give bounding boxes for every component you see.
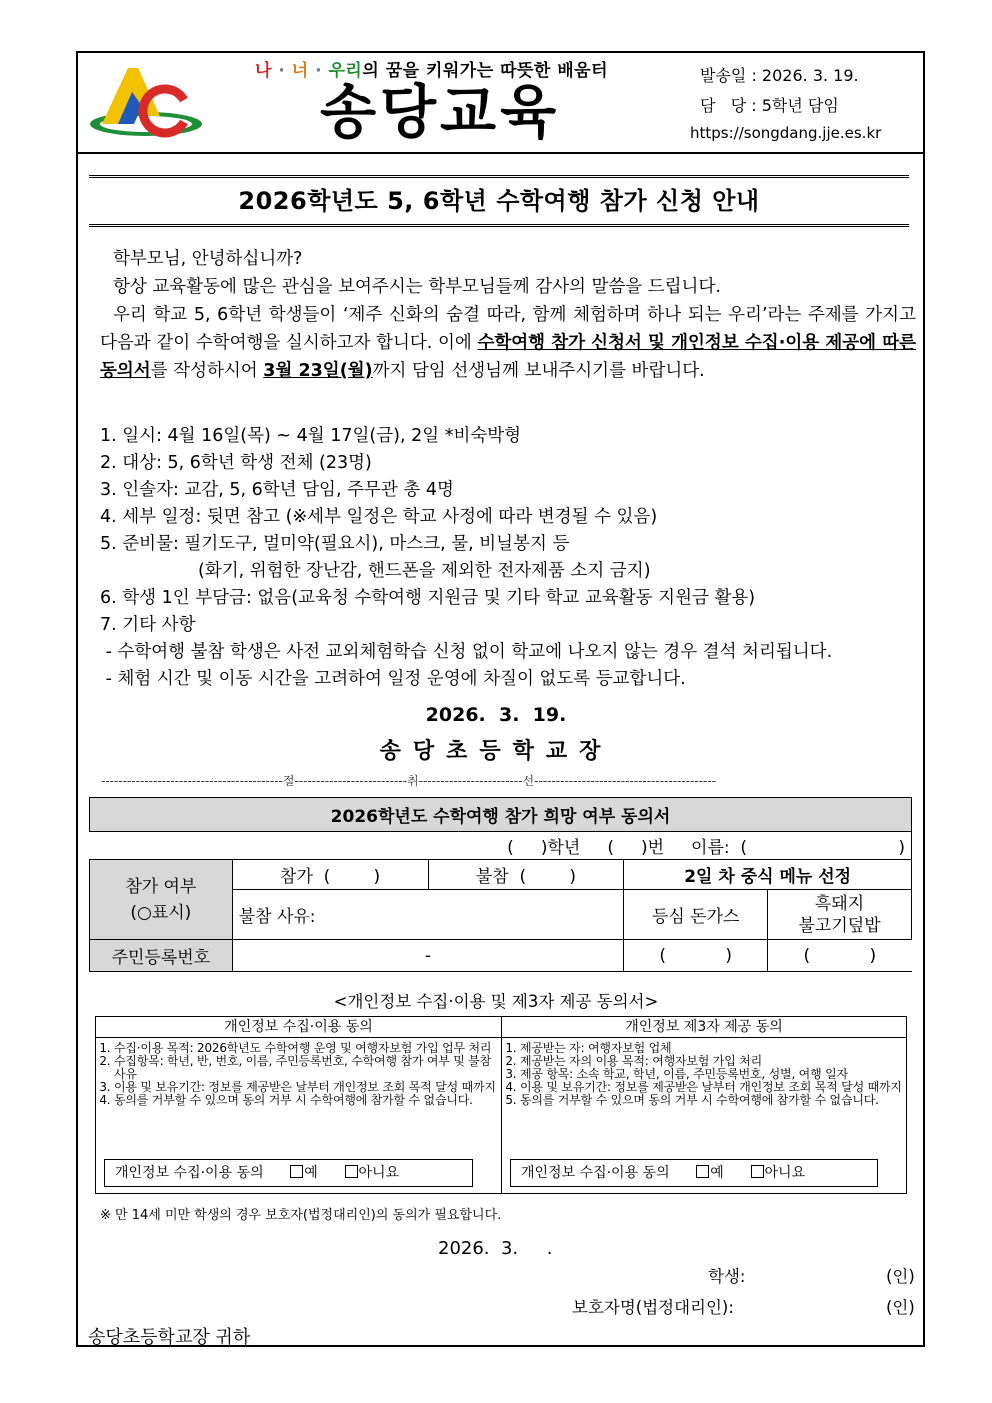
list-item: 5. 동의를 거부할 수 있으며 동의 거부 시 수학여행에 참가할 수 없습니다.: [520, 1094, 906, 1107]
addressee: 송당초등학교장 귀하: [88, 1327, 251, 1348]
student-seal[interactable]: (인): [886, 1267, 915, 1286]
list-item: 3. 인솔자: 교감, 5, 6학년 담임, 주무관 총 4명: [100, 480, 454, 500]
third-party-yes-checkbox[interactable]: [696, 1165, 709, 1178]
privacy-title: <개인정보 수집·이용 및 제3자 제공 동의서>: [333, 992, 659, 1011]
list-item: 4. 동의를 거부할 수 있으며 동의 거부 시 수학여행에 참가할 수 없습니다.: [114, 1094, 501, 1107]
list-item: 5. 준비물: 필기도구, 멀미약(필요시), 마스크, 물, 비닐봉지 등: [100, 534, 570, 554]
absence-reason-field[interactable]: 불참 사유:: [232, 890, 624, 940]
privacy-collect-box: [95, 1016, 502, 1194]
list-item: 4. 이용 및 보유기간: 정보를 제공받은 날부터 개인정보 조회 목적 달성 때까지: [520, 1081, 906, 1094]
header-divider: [77, 152, 924, 154]
list-item: 3. 이용 및 보유기간: 정보를 제공받은 날부터 개인정보 조회 목적 달성 때까지: [114, 1081, 501, 1094]
notice-title-box: [89, 175, 909, 227]
participation-label: 참가 여부 (○표시): [90, 860, 233, 940]
list-item: - 체험 시간 및 이동 시간을 고려하여 일정 운영에 차질이 없도록 등교합니다.: [100, 669, 686, 689]
participation-form: [89, 797, 912, 972]
privacy-third-party-box: [501, 1016, 907, 1194]
school-url-link[interactable]: https://songdang.jje.es.kr: [690, 124, 882, 142]
list-item: 1. 수집·이용 목적: 2026학년도 수학여행 운영 및 여행자보험 가입 업무 처리: [114, 1042, 501, 1055]
notice-body: [100, 245, 916, 385]
greeting: 학부모님, 안녕하십니까?: [113, 249, 303, 269]
student-sign-label: 학생:: [708, 1267, 746, 1286]
list-item: 7. 기타 사항: [100, 615, 196, 635]
notice-title: 2026학년도 5, 6학년 수학여행 참가 신청 안내: [238, 187, 760, 215]
school-logo-icon: [88, 64, 204, 142]
list-item: 2. 수집항목: 학년, 반, 번호, 이름, 주민등록번호, 수학여행 참가 여부 및 불참 사유: [114, 1055, 501, 1081]
guardian-sign-label: 보호자명(법정대리인):: [572, 1298, 734, 1317]
cut-line: ------------------------------------------절--------------------------취------------------------선------------------------------------------: [101, 774, 717, 788]
list-item: 4. 세부 일정: 뒷면 참고 (※세부 일정은 학교 사정에 따라 변경될 수 있음): [100, 507, 658, 527]
detail-list: [100, 423, 916, 693]
newsletter-masthead: 송당교육: [320, 78, 561, 146]
list-item: 2. 대상: 5, 6학년 학생 전체 (23명): [100, 453, 372, 473]
issue-date: 2026. 3. 19.: [425, 704, 567, 726]
guardian-seal[interactable]: (인): [886, 1298, 915, 1317]
attend-option[interactable]: 참가 ( ): [232, 860, 428, 890]
privacy-collect-heading: 개인정보 수집·이용 동의: [96, 1017, 501, 1038]
thanks-line: 항상 교육활동에 많은 관심을 보여주시는 학부모님들께 감사의 말씀을 드립니다.: [113, 277, 721, 297]
collect-yes-checkbox[interactable]: [290, 1165, 303, 1178]
list-item: 6. 학생 1인 부담금: 없음(교육청 수학여행 지원금 및 기타 학교 교육활동 지원금 활용): [100, 588, 756, 608]
list-item: 1. 제공받는 자: 여행자보험 업체: [520, 1042, 906, 1055]
menu-option-bulgogi: 흑돼지 불고기덮밥: [768, 890, 912, 940]
privacy-third-party-heading: 개인정보 제3자 제공 동의: [502, 1017, 906, 1038]
lunch-menu-title: 2일 차 중식 메뉴 선정: [624, 860, 912, 890]
in-charge: 담 당 : 5학년 담임: [700, 96, 839, 115]
principal-signature: 송당초등학교장: [379, 739, 613, 764]
student-info-field[interactable]: ( )학년 ( )번 이름: ( ): [90, 832, 912, 860]
purpose-paragraph: 우리 학교 5, 6학년 학생들이 ‘제주 신화의 숨결 따라, 함께 체험하며 하나 되는 우리’라는 주제를 가지고 다음과 같이 수학여행을 실시하고자 합니다. 이에 수학여행 참가 신청서 및 개인정보 수집·이용 제공에 따른 동의서를 작성하시어 3월 23일(월)까지 담임 선생님께 보내주시기를 바랍니다.: [100, 305, 917, 381]
menu-option-pork-cutlet: 등심 돈가스: [624, 890, 768, 940]
list-item: (화기, 위험한 장난감, 핸드폰을 제외한 전자제품 소지 금지): [198, 561, 651, 581]
collect-consent-row: 개인정보 수집·이용 동의 예 아니요: [104, 1159, 473, 1187]
guardian-consent-note: ※ 만 14세 미만 학생의 경우 보호자(법정대리인)의 동의가 필요합니다.: [100, 1208, 502, 1223]
list-item: - 수학여행 불참 학생은 사전 교외체험학습 신청 없이 학교에 나오지 않는 경우 결석 처리됩니다.: [100, 642, 833, 662]
rrn-field[interactable]: -: [232, 940, 624, 972]
menu1-choice-field[interactable]: ( ): [624, 940, 768, 972]
menu2-choice-field[interactable]: ( ): [768, 940, 912, 972]
rrn-label: 주민등록번호: [90, 940, 233, 972]
signature-date[interactable]: 2026. 3. .: [438, 1238, 553, 1259]
school-slogan: 나 · 너 · 우리의 꿈을 키워가는 따뜻한 배움터: [255, 61, 609, 81]
third-party-consent-row: 개인정보 수집·이용 동의 예 아니요: [510, 1159, 878, 1187]
list-item: 1. 일시: 4월 16일(목) ~ 4월 17일(금), 2일 *비숙박형: [100, 426, 522, 446]
form-title: 2026학년도 수학여행 참가 희망 여부 동의서: [90, 798, 912, 832]
third-party-no-checkbox[interactable]: [751, 1165, 764, 1178]
sent-date: 발송일 : 2026. 3. 19.: [700, 66, 859, 85]
collect-no-checkbox[interactable]: [345, 1165, 358, 1178]
list-item: 2. 제공받는 자의 이용 목적: 여행자보험 가입 처리: [520, 1055, 906, 1068]
list-item: 3. 제공 항목: 소속 학교, 학년, 이름, 주민등록번호, 성별, 여행 일자: [520, 1068, 906, 1081]
absent-option[interactable]: 불참 ( ): [428, 860, 624, 890]
